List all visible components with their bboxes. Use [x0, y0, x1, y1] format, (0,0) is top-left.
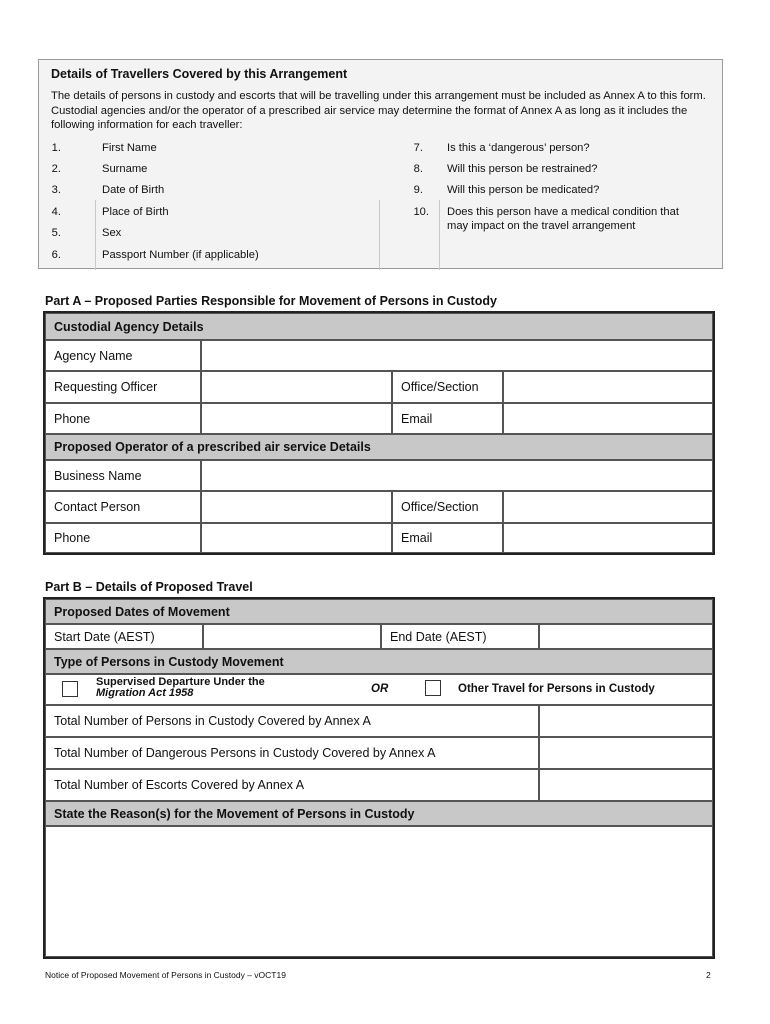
- total-escorts-label: Total Number of Escorts Covered by Annex A: [45, 769, 539, 801]
- agency-name-field[interactable]: [201, 340, 713, 371]
- other-travel-checkbox[interactable]: [425, 680, 441, 696]
- reason-textarea[interactable]: [45, 826, 713, 957]
- total-escorts-field[interactable]: [539, 769, 713, 801]
- start-date-field[interactable]: [203, 624, 381, 649]
- contact-person-label: Contact Person: [45, 491, 201, 523]
- traveller-details-box: Details of Travellers Covered by this Arrangement The details of persons in custody and escorts that will be travelling under this arrangement must be included as Annex A to this form. Custodial agencies and/or the operator of a prescribed air service may determine the format of Annex A as long as it includes the following information for each traveller: 1. First Name 2. Surname 3. Date of Birth 4. Place of Birth 5. Sex 6. Passport Number (if applicable) 7. Is this a ‘dangerous’ person? 8. Will this person be restrained? 9. Will this person be medicated? 10. Does this person have a medical condition that may impact on the travel arrangement: [38, 59, 723, 269]
- end-date-field[interactable]: [539, 624, 713, 649]
- part-b-table: [43, 597, 715, 959]
- office-section-field[interactable]: [503, 371, 713, 403]
- email-field[interactable]: [503, 403, 713, 434]
- custodial-agency-header: Custodial Agency Details: [45, 313, 713, 340]
- office-section-field-2[interactable]: [503, 491, 713, 523]
- requesting-officer-label: Requesting Officer: [45, 371, 201, 403]
- supervised-departure-checkbox[interactable]: [62, 681, 78, 697]
- email-label-2: Email: [392, 523, 503, 553]
- divider: [379, 200, 380, 270]
- other-travel-label: Other Travel for Persons in Custody: [458, 683, 655, 695]
- phone-field[interactable]: [201, 403, 392, 434]
- page-number: 2: [706, 970, 711, 980]
- total-dangerous-label: Total Number of Dangerous Persons in Custody Covered by Annex A: [45, 737, 539, 769]
- part-a-heading: Part A – Proposed Parties Responsible for Movement of Persons in Custody: [45, 294, 497, 308]
- operator-header: Proposed Operator of a prescribed air service Details: [45, 434, 713, 460]
- divider: [439, 200, 440, 270]
- supervised-departure-label: Supervised Departure Under the Migration Act 1958: [96, 676, 265, 699]
- business-name-label: Business Name: [45, 460, 201, 491]
- footer-document-title: Notice of Proposed Movement of Persons in Custody – vOCT19: [45, 970, 286, 980]
- agency-name-label: Agency Name: [45, 340, 201, 371]
- office-section-label: Office/Section: [392, 371, 503, 403]
- business-name-field[interactable]: [201, 460, 713, 491]
- part-a-table: [43, 311, 715, 555]
- phone-label: Phone: [45, 403, 201, 434]
- or-label: OR: [371, 683, 389, 695]
- contact-person-field[interactable]: [201, 491, 392, 523]
- divider: [95, 200, 96, 270]
- total-dangerous-field[interactable]: [539, 737, 713, 769]
- phone-label-2: Phone: [45, 523, 201, 553]
- start-date-label: Start Date (AEST): [45, 624, 203, 649]
- movement-type-row: [45, 674, 713, 705]
- phone-field-2[interactable]: [201, 523, 392, 553]
- info-box-title: Details of Travellers Covered by this Arrangement: [51, 67, 348, 81]
- office-section-label-2: Office/Section: [392, 491, 503, 523]
- requesting-officer-field[interactable]: [201, 371, 392, 403]
- info-box-description: The details of persons in custody and escorts that will be travelling under this arrangement must be included as Annex A to this form. Custodial agencies and/or the operator of a prescribed air service may determine the format of Annex A as long as it includes the following information for each traveller:: [51, 90, 706, 131]
- email-field-2[interactable]: [503, 523, 713, 553]
- email-label: Email: [392, 403, 503, 434]
- type-header: Type of Persons in Custody Movement: [45, 649, 713, 674]
- end-date-label: End Date (AEST): [381, 624, 539, 649]
- total-persons-field[interactable]: [539, 705, 713, 737]
- dates-header: Proposed Dates of Movement: [45, 599, 713, 624]
- reason-header: State the Reason(s) for the Movement of Persons in Custody: [45, 801, 713, 826]
- part-b-heading: Part B – Details of Proposed Travel: [45, 580, 253, 594]
- total-persons-label: Total Number of Persons in Custody Covered by Annex A: [45, 705, 539, 737]
